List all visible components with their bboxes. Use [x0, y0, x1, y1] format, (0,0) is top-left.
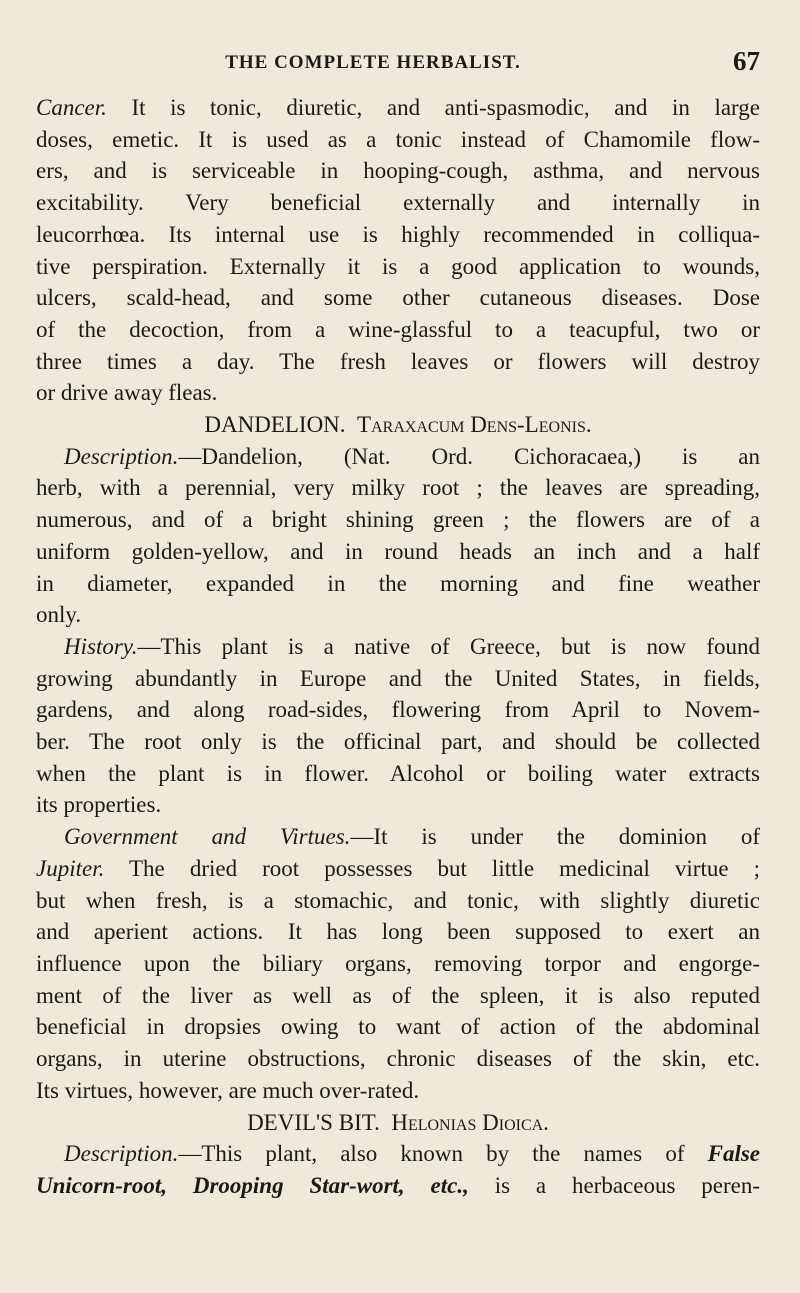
page-number: 67: [733, 46, 760, 76]
paragraph-cancer: Cancer. It is tonic, diuretic, and anti-spasmodic, and in large doses, emetic. It is used as a tonic instead of Chamomile flow- ers, and is serviceable in hooping-cough, asthma, and nervous excitability. Very beneficial externally and internally in leucorrhœa. Its internal use is highly recommended in colliqua- tive perspiration. Externally it is a good application to wounds, ulcers, scald-head, and some other cutaneous diseases. Dose of the decoction, from a wine-glassful to a teacupful, two or three times a day. The fresh leaves or flowers will destroy or drive away fleas.: [36, 92, 760, 409]
paragraph-history: History.—This plant is a native of Greece, but is now found growing abundantly in Europe and the United States, in fields, gardens, and along road-sides, flowering from April to Novem- ber. The root only is the officinal part, and should be collected when the plant is in flower. Alcohol or boiling water extracts its properties.: [36, 631, 760, 821]
section-label-description: Description.: [64, 1141, 179, 1167]
text-line: gardens, and along road-sides, flowering from April to Novem-: [36, 697, 760, 723]
section-label-description: Description.: [64, 443, 179, 469]
running-title: THE COMPLETE HERBALIST.: [225, 52, 521, 73]
text-line: three times a day. The fresh leaves or flowers will destroy: [36, 348, 760, 374]
text-line: beneficial in dropsies owing to want of action of the abdominal: [36, 1014, 760, 1040]
text-line: ers, and is serviceable in hooping-cough, asthma, and nervous: [36, 158, 760, 184]
plant-alt-names: Unicorn-root, Drooping Star-wort, etc.,: [36, 1172, 469, 1198]
text-line: herb, with a perennial, very milky root ; the leaves are spreading,: [36, 475, 760, 501]
text-line: excitability. Very beneficial externally and internally in: [36, 190, 760, 216]
entry-latin-name: Taraxacum Dens-Leonis.: [357, 412, 592, 438]
body-text: [36, 92, 760, 1202]
text-line: leucorrhœa. Its internal use is highly recommended in colliqua-: [36, 221, 760, 247]
paragraph-description: Description.—Dandelion, (Nat. Ord. Cichoracaea,) is an herb, with a perennial, very milky root ; the leaves are spreading, numerous, and of a bright shining green ; the flowers are of a uniform golden-yellow, and in round heads an inch and a half in diameter, expanded in the morning and fine weather only.: [36, 441, 760, 631]
text-line: or drive away fleas.: [36, 380, 218, 406]
entry-name: DANDELION.: [204, 412, 346, 438]
text-line: growing abundantly in Europe and the United States, in fields,: [36, 665, 760, 691]
text-line: Its virtues, however, are much over-rated.: [36, 1077, 420, 1103]
text-line: and aperient actions. It has long been supposed to exert an: [36, 919, 760, 945]
text-line: ber. The root only is the officinal part, and should be collected: [36, 729, 760, 755]
paragraph-description-devils-bit: Description.—This plant, also known by the names of False Unicorn-root, Drooping Star-wort, etc., is a herbaceous peren-: [36, 1141, 761, 1198]
text-line: of the decoction, from a wine-glassful to a teacupful, two or: [36, 316, 760, 342]
text-line: uniform golden-yellow, and in round heads an inch and a half: [36, 538, 760, 564]
text-line: numerous, and of a bright shining green ; the flowers are of a: [36, 507, 760, 533]
text-line: ment of the liver as well as of the spleen, it is also reputed: [36, 982, 760, 1008]
entry-name: DEVIL'S BIT.: [247, 1109, 380, 1135]
text-line: in diameter, expanded in the morning and fine weather: [36, 570, 760, 596]
page-header: [36, 46, 760, 92]
text-line: tive perspiration. Externally it is a good application to wounds,: [36, 253, 760, 279]
section-label-history: History.: [64, 633, 138, 659]
text-line: only.: [36, 602, 82, 628]
text-line: its properties.: [36, 792, 162, 818]
plant-alt-name: False: [707, 1141, 760, 1167]
text-line: influence upon the biliary organs, removing torpor and engorge-: [36, 950, 760, 976]
planet-name: Jupiter.: [36, 855, 105, 881]
section-label-government: Government and Virtues.: [64, 824, 351, 850]
text-line: ulcers, scald-head, and some other cutaneous diseases. Dose: [36, 285, 760, 311]
text-line: organs, in uterine obstructions, chronic diseases of the skin, etc.: [36, 1046, 760, 1072]
text-line: when the plant is in flower. Alcohol or boiling water extracts: [36, 760, 760, 786]
entry-heading-dandelion: [36, 409, 760, 441]
entry-heading-devils-bit: [36, 1107, 760, 1139]
entry-latin-name: Helonias Dioica.: [391, 1109, 549, 1135]
section-label-cancer: Cancer.: [36, 95, 107, 120]
text-line: doses, emetic. It is used as a tonic instead of Chamomile flow-: [36, 126, 760, 152]
text-line: but when fresh, is a stomachic, and tonic, with slightly diuretic: [36, 887, 760, 913]
paragraph-government-virtues: Government and Virtues.—It is under the dominion of Jupiter. The dried root possesses but little medicinal virtue ; but when fresh, is a stomachic, and tonic, with slightly diuretic and aperient actions. It has long been supposed to exert an influence upon the biliary organs, removing torpor and engorge- ment of the liver as well as of the spleen, it is also reputed beneficial in dropsies owing to want of action of the abdominal organs, in uterine obstructions, chronic diseases of the skin, etc. Its virtues, however, are much over-rated.: [36, 821, 760, 1106]
